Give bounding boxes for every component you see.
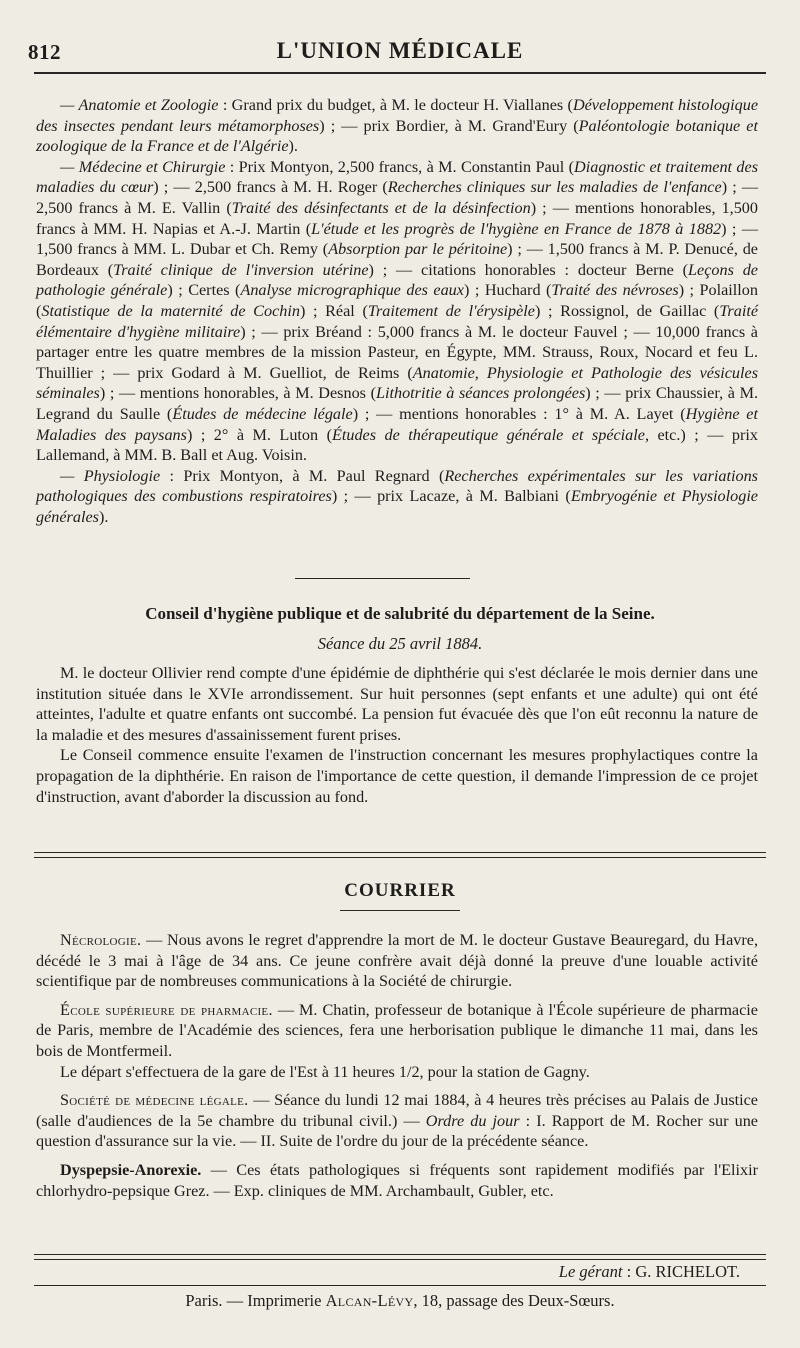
- footer-rule: [34, 1285, 766, 1286]
- session-date: Séance du 25 avril 1884.: [317, 634, 483, 653]
- news-item-dyspepsie: Dyspepsie-Anorexie. — Ces états pathologiques si fréquents sont rapidement modifiés par l'Elixir chlorhydro-pepsique Grez. — Exp. cliniques de MM. Archambault, Gubler, etc.: [36, 1160, 758, 1200]
- prize-category-label: — Médecine et Chirurgie: [60, 157, 226, 176]
- running-title: L'UNION MÉDICALE: [276, 38, 524, 63]
- conseil-paragraph: M. le docteur Ollivier rend compte d'une épidémie de diphthérie qui s'est déclarée le mois dernier dans une institution située dans le XVIe arrondissement. Sur huit personnes (sept enfants et une adulte) qui ont été atteintes, l'adulte et quatre enfants ont succombé. La pension fut évacuée dès que l'on eût reconnu la nature de la maladie et des mesures d'assainissement furent prises.: [36, 664, 758, 744]
- news-item-medecine-legale: Société de médecine légale. — Séance du lundi 12 mai 1884, à 4 heures très précises au Palais de Justice (salle d'audiences de la 5e chambre du tribunal civil.) — Ordre du jour : I. Rapport de M. Rocher sur une question d'assurance sur la vie. — II. Suite de l'ordre du jour de la précédente séance.: [36, 1091, 758, 1151]
- prizes-section: [36, 95, 758, 527]
- news-label: Nécrologie.: [60, 931, 142, 949]
- title-underline: [340, 910, 460, 911]
- page-number: 812: [28, 40, 61, 64]
- conseil-paragraph: Le Conseil commence ensuite l'examen de l'instruction concernant les mesures prophylactiques contre la propagation de la diphthérie. En raison de l'importance de cette question, il demande l'impression de ce projet d'instruction, avant d'aborder la discussion au fond.: [36, 746, 758, 806]
- section-title-courrier: COURRIER: [344, 880, 456, 901]
- news-item-pharmacie-depart: Le départ s'effectuera de la gare de l'Est à 11 heures 1/2, pour la station de Gagny.: [60, 1062, 590, 1081]
- gerant-signature: Le gérant : G. RICHELOT.: [558, 1262, 740, 1281]
- header-rule: [34, 72, 766, 74]
- section-divider: [295, 578, 470, 579]
- prize-category-label: — Anatomie et Zoologie: [60, 96, 219, 114]
- prize-paragraph-anatomie: — Anatomie et Zoologie : Grand prix du budget, à M. le docteur H. Viallanes (Développement histologique des insectes pendant leurs métamorphoses) ; — prix Bordier, à M. Grand'Eury (Paléontologie botanique et zoologique de la France et de l'Algérie).: [36, 96, 759, 156]
- news-label: École supérieure de pharmacie.: [60, 1000, 273, 1019]
- prize-paragraph-physiologie: — Physiologie : Prix Montyon, à M. Paul Regnard (Recherches expérimentales sur les variations pathologiques des combustions respiratoires) ; — prix Lacaze, à M. Balbiani (Embryogénie et Physiologie générales).: [36, 466, 758, 526]
- news-label: Société de médecine légale.: [60, 1091, 249, 1110]
- news-item-pharmacie: École supérieure de pharmacie. — M. Chatin, professeur de botanique à l'École supérieure de pharmacie de Paris, membre de l'Académie des sciences, fera une herborisation publique le dimanche 11 mai, dans les bois de Montfermeil.: [36, 1000, 758, 1060]
- conseil-section: [36, 663, 758, 807]
- courrier-section: [36, 930, 758, 1201]
- news-item-necrologie: Nécrologie. — Nous avons le regret d'apprendre la mort de M. le docteur Gustave Beauregard, du Havre, décédé le 3 mai à l'âge de 34 ans. Ce jeune confrère avait déjà donné la preuve d'une louable activité scientifique par de nombreuses communications à la Société de chirurgie.: [36, 931, 758, 991]
- section-title-conseil: Conseil d'hygiène publique et de salubrité du département de la Seine.: [145, 604, 655, 623]
- prize-paragraph-medecine: — Médecine et Chirurgie : Prix Montyon, 2,500 francs, à M. Constantin Paul (Diagnostic et traitement des maladies du cœur) ; — 2,500 francs à M. H. Roger (Recherches cliniques sur les maladies de l'enfance) ; — 2,500 francs à M. E. Vallin (Traité des désinfectants et de la désinfection) ; — mentions honorables, 1,500 francs à MM. H. Napias et A.-J. Martin (L'étude et les progrès de l'hygiène en France de 1878 à 1882) ; — 1,500 francs à MM. L. Dubar et Ch. Remy (Absorption par le péritoine) ; — 1,500 francs à M. P. Denucé, de Bordeaux (Traité clinique de l'inversion utérine) ; — citations honorables : docteur Berne (Leçons de pathologie générale) ; Certes (Analyse micrographique des eaux) ; Huchard (Traité des névroses) ; Polaillon (Statistique de la maternité de Cochin) ; Réal (Traitement de l'érysipèle) ; Rossignol, de Gaillac (Traité élémentaire d'hygiène militaire) ; — prix Bréand : 5,000 francs à M. le docteur Fauvel ; — 10,000 francs à partager entre les quatre membres de la mission Pasteur, en Égypte, MM. Strauss, Roux, Nocard et feu L. Thuillier ; — prix Godard à M. Guelliot, de Reims (Anatomie, Physiologie et Pathologie des vésicules séminales) ; — mentions honorables, à M. Desnos (Lithotritie à séances prolongées) ; — prix Chaussier, à M. Legrand du Saulle (Études de médecine légale) ; — mentions honorables : 1° à M. A. Layet (Hygiène et Maladies des paysans) ; 2° à M. Luton (Études de thérapeutique générale et spéciale, etc.) ; — prix Lallemand, à MM. B. Ball et Aug. Voisin.: [36, 157, 759, 465]
- double-rule: [34, 852, 766, 858]
- news-label: Dyspepsie-Anorexie.: [60, 1160, 202, 1179]
- prize-category-label: — Physiologie: [60, 466, 161, 485]
- printer-imprint: Paris. — Imprimerie Alcan-Lévy, 18, passage des Deux-Sœurs.: [185, 1291, 615, 1310]
- double-rule: [34, 1254, 766, 1260]
